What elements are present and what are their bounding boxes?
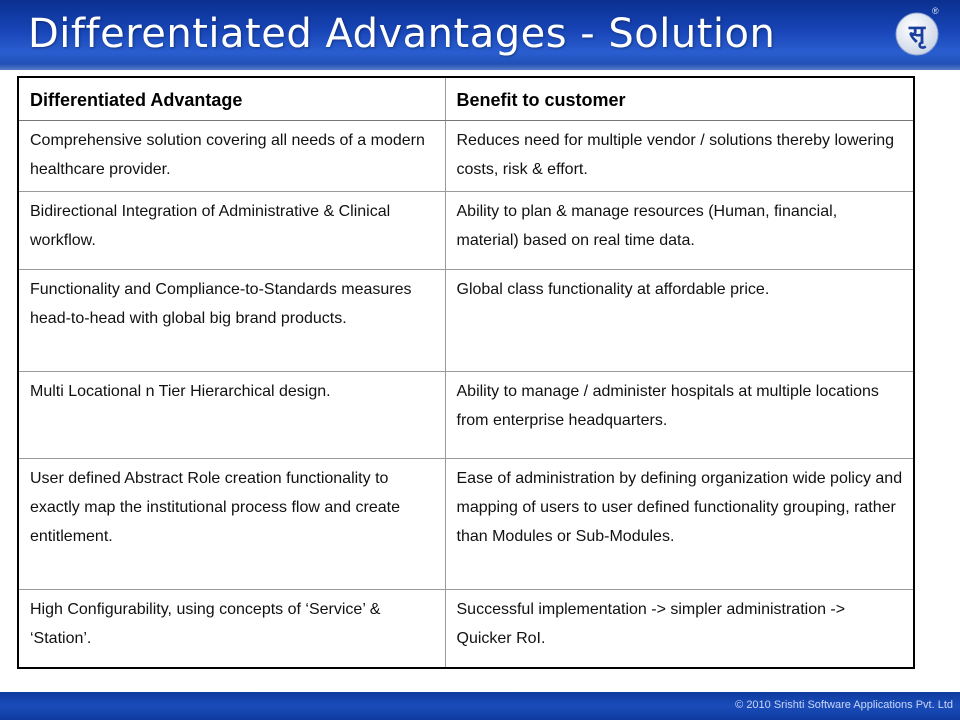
slide-title: Differentiated Advantages - Solution [28,11,776,57]
table-row [18,191,914,269]
benefit-cell: Reduces need for multiple vendor / solutions thereby lowering costs, risk & effort. [445,120,914,191]
benefit-cell: Ability to manage / administer hospitals at multiple locations from enterprise headquarters. [445,371,914,458]
copyright-text: © 2010 Srishti Software Applications Pvt. Ltd [735,699,953,711]
footer-bar [0,692,960,720]
table-row [18,269,914,371]
advantage-cell: Multi Locational n Tier Hierarchical design. [18,371,445,458]
advantage-cell: High Configurability, using concepts of ‘Service’ & ‘Station’. [18,589,445,668]
title-bar [0,0,960,70]
table-row [18,371,914,458]
advantage-cell: Functionality and Compliance-to-Standards measures head-to-head with global big brand products. [18,269,445,371]
registered-mark: ® [932,6,939,16]
column-header-benefit: Benefit to customer [445,77,914,120]
benefit-cell: Ease of administration by defining organization wide policy and mapping of users to user defined functionality grouping, rather than Modules or Sub-Modules. [445,458,914,589]
advantage-cell: User defined Abstract Role creation functionality to exactly map the institutional process flow and create entitlement. [18,458,445,589]
table-row [18,589,914,668]
srishti-logo-icon [894,11,940,57]
table-row [18,120,914,191]
benefit-cell: Successful implementation -> simpler administration -> Quicker RoI. [445,589,914,668]
advantage-cell: Comprehensive solution covering all needs of a modern healthcare provider. [18,120,445,191]
table-header-row [18,77,914,120]
column-header-advantage: Differentiated Advantage [18,77,445,120]
table-row [18,458,914,589]
logo-glyph: सृ [908,20,926,48]
benefit-cell: Global class functionality at affordable price. [445,269,914,371]
benefit-cell: Ability to plan & manage resources (Human, financial, material) based on real time data. [445,191,914,269]
advantages-table [17,76,915,669]
advantage-cell: Bidirectional Integration of Administrative & Clinical workflow. [18,191,445,269]
